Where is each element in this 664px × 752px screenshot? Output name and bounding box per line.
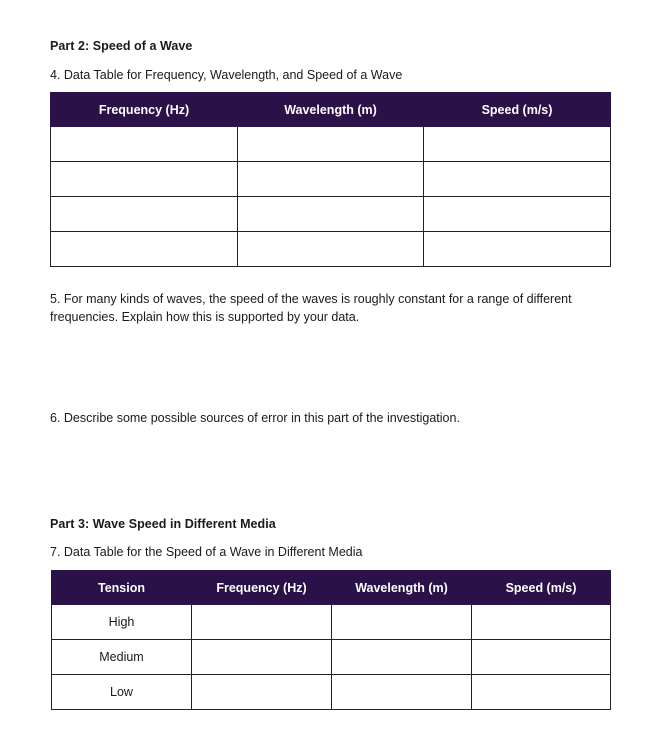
question-6: 6. Describe some possible sources of error in this part of the investigation. [50, 411, 460, 425]
table-cell[interactable] [332, 605, 472, 640]
table-row [51, 197, 611, 232]
header-frequency: Frequency (Hz) [51, 93, 238, 127]
table-cell[interactable] [51, 162, 238, 197]
header-wavelength: Wavelength (m) [238, 93, 424, 127]
part2-table-caption: 4. Data Table for Frequency, Wavelength, and Speed of a Wave [50, 68, 403, 82]
table-cell[interactable] [472, 675, 611, 710]
table-cell[interactable] [192, 640, 332, 675]
table-cell[interactable] [424, 127, 611, 162]
part3-table-caption: 7. Data Table for the Speed of a Wave in Different Media [50, 545, 363, 559]
table-cell[interactable] [238, 232, 424, 267]
header-speed: Speed (m/s) [472, 571, 611, 605]
table-cell[interactable] [51, 232, 238, 267]
tension-speed-table [51, 570, 611, 710]
table-cell[interactable] [238, 127, 424, 162]
frequency-wavelength-speed-table [50, 92, 611, 267]
table-row [51, 232, 611, 267]
table-cell[interactable] [51, 127, 238, 162]
table-cell[interactable] [424, 197, 611, 232]
part3-title: Part 3: Wave Speed in Different Media [50, 517, 276, 531]
table-row [52, 675, 611, 710]
table-row [52, 640, 611, 675]
header-frequency: Frequency (Hz) [192, 571, 332, 605]
tension-label: Medium [52, 640, 192, 675]
part2-title: Part 2: Speed of a Wave [50, 39, 193, 53]
tension-label: Low [52, 675, 192, 710]
table-row [51, 162, 611, 197]
table-header-row [51, 93, 611, 127]
table-cell[interactable] [424, 162, 611, 197]
table-cell[interactable] [332, 640, 472, 675]
table-row [51, 127, 611, 162]
header-wavelength: Wavelength (m) [332, 571, 472, 605]
header-speed: Speed (m/s) [424, 93, 611, 127]
table-cell[interactable] [51, 197, 238, 232]
tension-label: High [52, 605, 192, 640]
table-cell[interactable] [472, 640, 611, 675]
table-cell[interactable] [332, 675, 472, 710]
table-cell[interactable] [192, 605, 332, 640]
table-cell[interactable] [472, 605, 611, 640]
question-5: 5. For many kinds of waves, the speed of the waves is roughly constant for a range of different frequencies. Explain how this is supported by your data. [50, 292, 572, 324]
table-header-row [52, 571, 611, 605]
table-row [52, 605, 611, 640]
table-cell[interactable] [238, 197, 424, 232]
table-cell[interactable] [192, 675, 332, 710]
header-tension: Tension [52, 571, 192, 605]
table-cell[interactable] [424, 232, 611, 267]
table-cell[interactable] [238, 162, 424, 197]
